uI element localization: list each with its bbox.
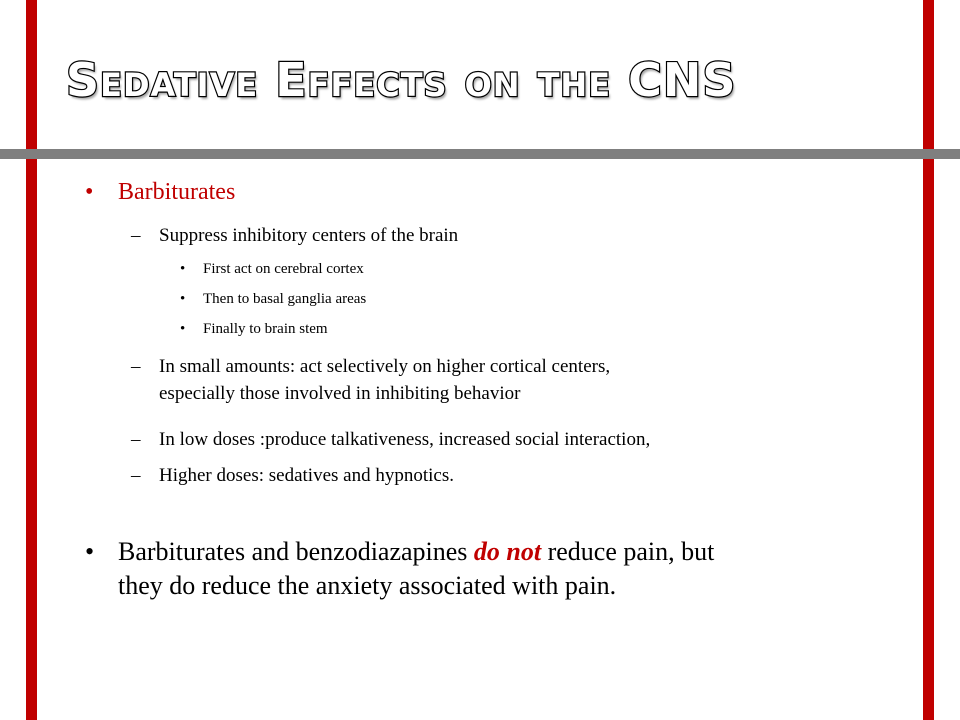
sub-sub-bullet-brain-stem	[180, 321, 328, 338]
sub-bullet-text: In low doses :produce talkativeness, increased social interaction,	[159, 429, 651, 450]
bullet-text-after: reduce pain, but	[541, 537, 715, 566]
bullet-marker: •	[85, 179, 94, 205]
sub-bullet-small-amounts	[131, 353, 611, 407]
bullet-marker: •	[180, 291, 186, 307]
bullet-marker: •	[85, 537, 95, 566]
sub-sub-bullet-cortex	[180, 261, 364, 278]
bullet-text-before: Barbiturates and benzodiazapines	[118, 537, 474, 566]
sub-bullet-low-doses	[131, 426, 651, 453]
sub-sub-bullet-text: Finally to brain stem	[203, 321, 328, 337]
sub-sub-bullet-text: First act on cerebral cortex	[203, 261, 364, 277]
bullet-barbiturates	[85, 179, 236, 206]
bullet-text: Barbiturates	[118, 179, 236, 205]
sub-bullet-suppress	[131, 222, 459, 249]
sub-sub-bullet-text: Then to basal ganglia areas	[203, 291, 367, 307]
sub-bullet-text: Suppress inhibitory centers of the brain	[159, 225, 459, 246]
bullet-text-line2: they do reduce the anxiety associated with pain.	[118, 571, 617, 600]
dash-marker: –	[131, 465, 141, 486]
title-divider	[0, 149, 960, 159]
sub-bullet-text-line2: especially those involved in inhibiting behavior	[159, 383, 521, 404]
sub-sub-bullet-basal-ganglia	[180, 291, 367, 308]
sub-bullet-text: Higher doses: sedatives and hypnotics.	[159, 465, 454, 486]
emphasis-do-not: do not	[473, 537, 542, 566]
dash-marker: –	[131, 356, 141, 377]
dash-marker: –	[131, 225, 141, 246]
slide-title: Sedative Effects on the CNS	[66, 53, 737, 107]
dash-marker: –	[131, 429, 141, 450]
bullet-text-line1	[118, 535, 714, 569]
sub-bullet-higher-doses	[131, 462, 454, 489]
sub-bullet-text-line1: In small amounts: act selectively on higher cortical centers,	[159, 356, 611, 377]
bullet-marker: •	[180, 321, 186, 337]
right-accent-bar	[923, 0, 934, 720]
bullet-marker: •	[180, 261, 186, 277]
bullet-pain-note	[85, 535, 715, 603]
left-accent-bar	[26, 0, 37, 720]
